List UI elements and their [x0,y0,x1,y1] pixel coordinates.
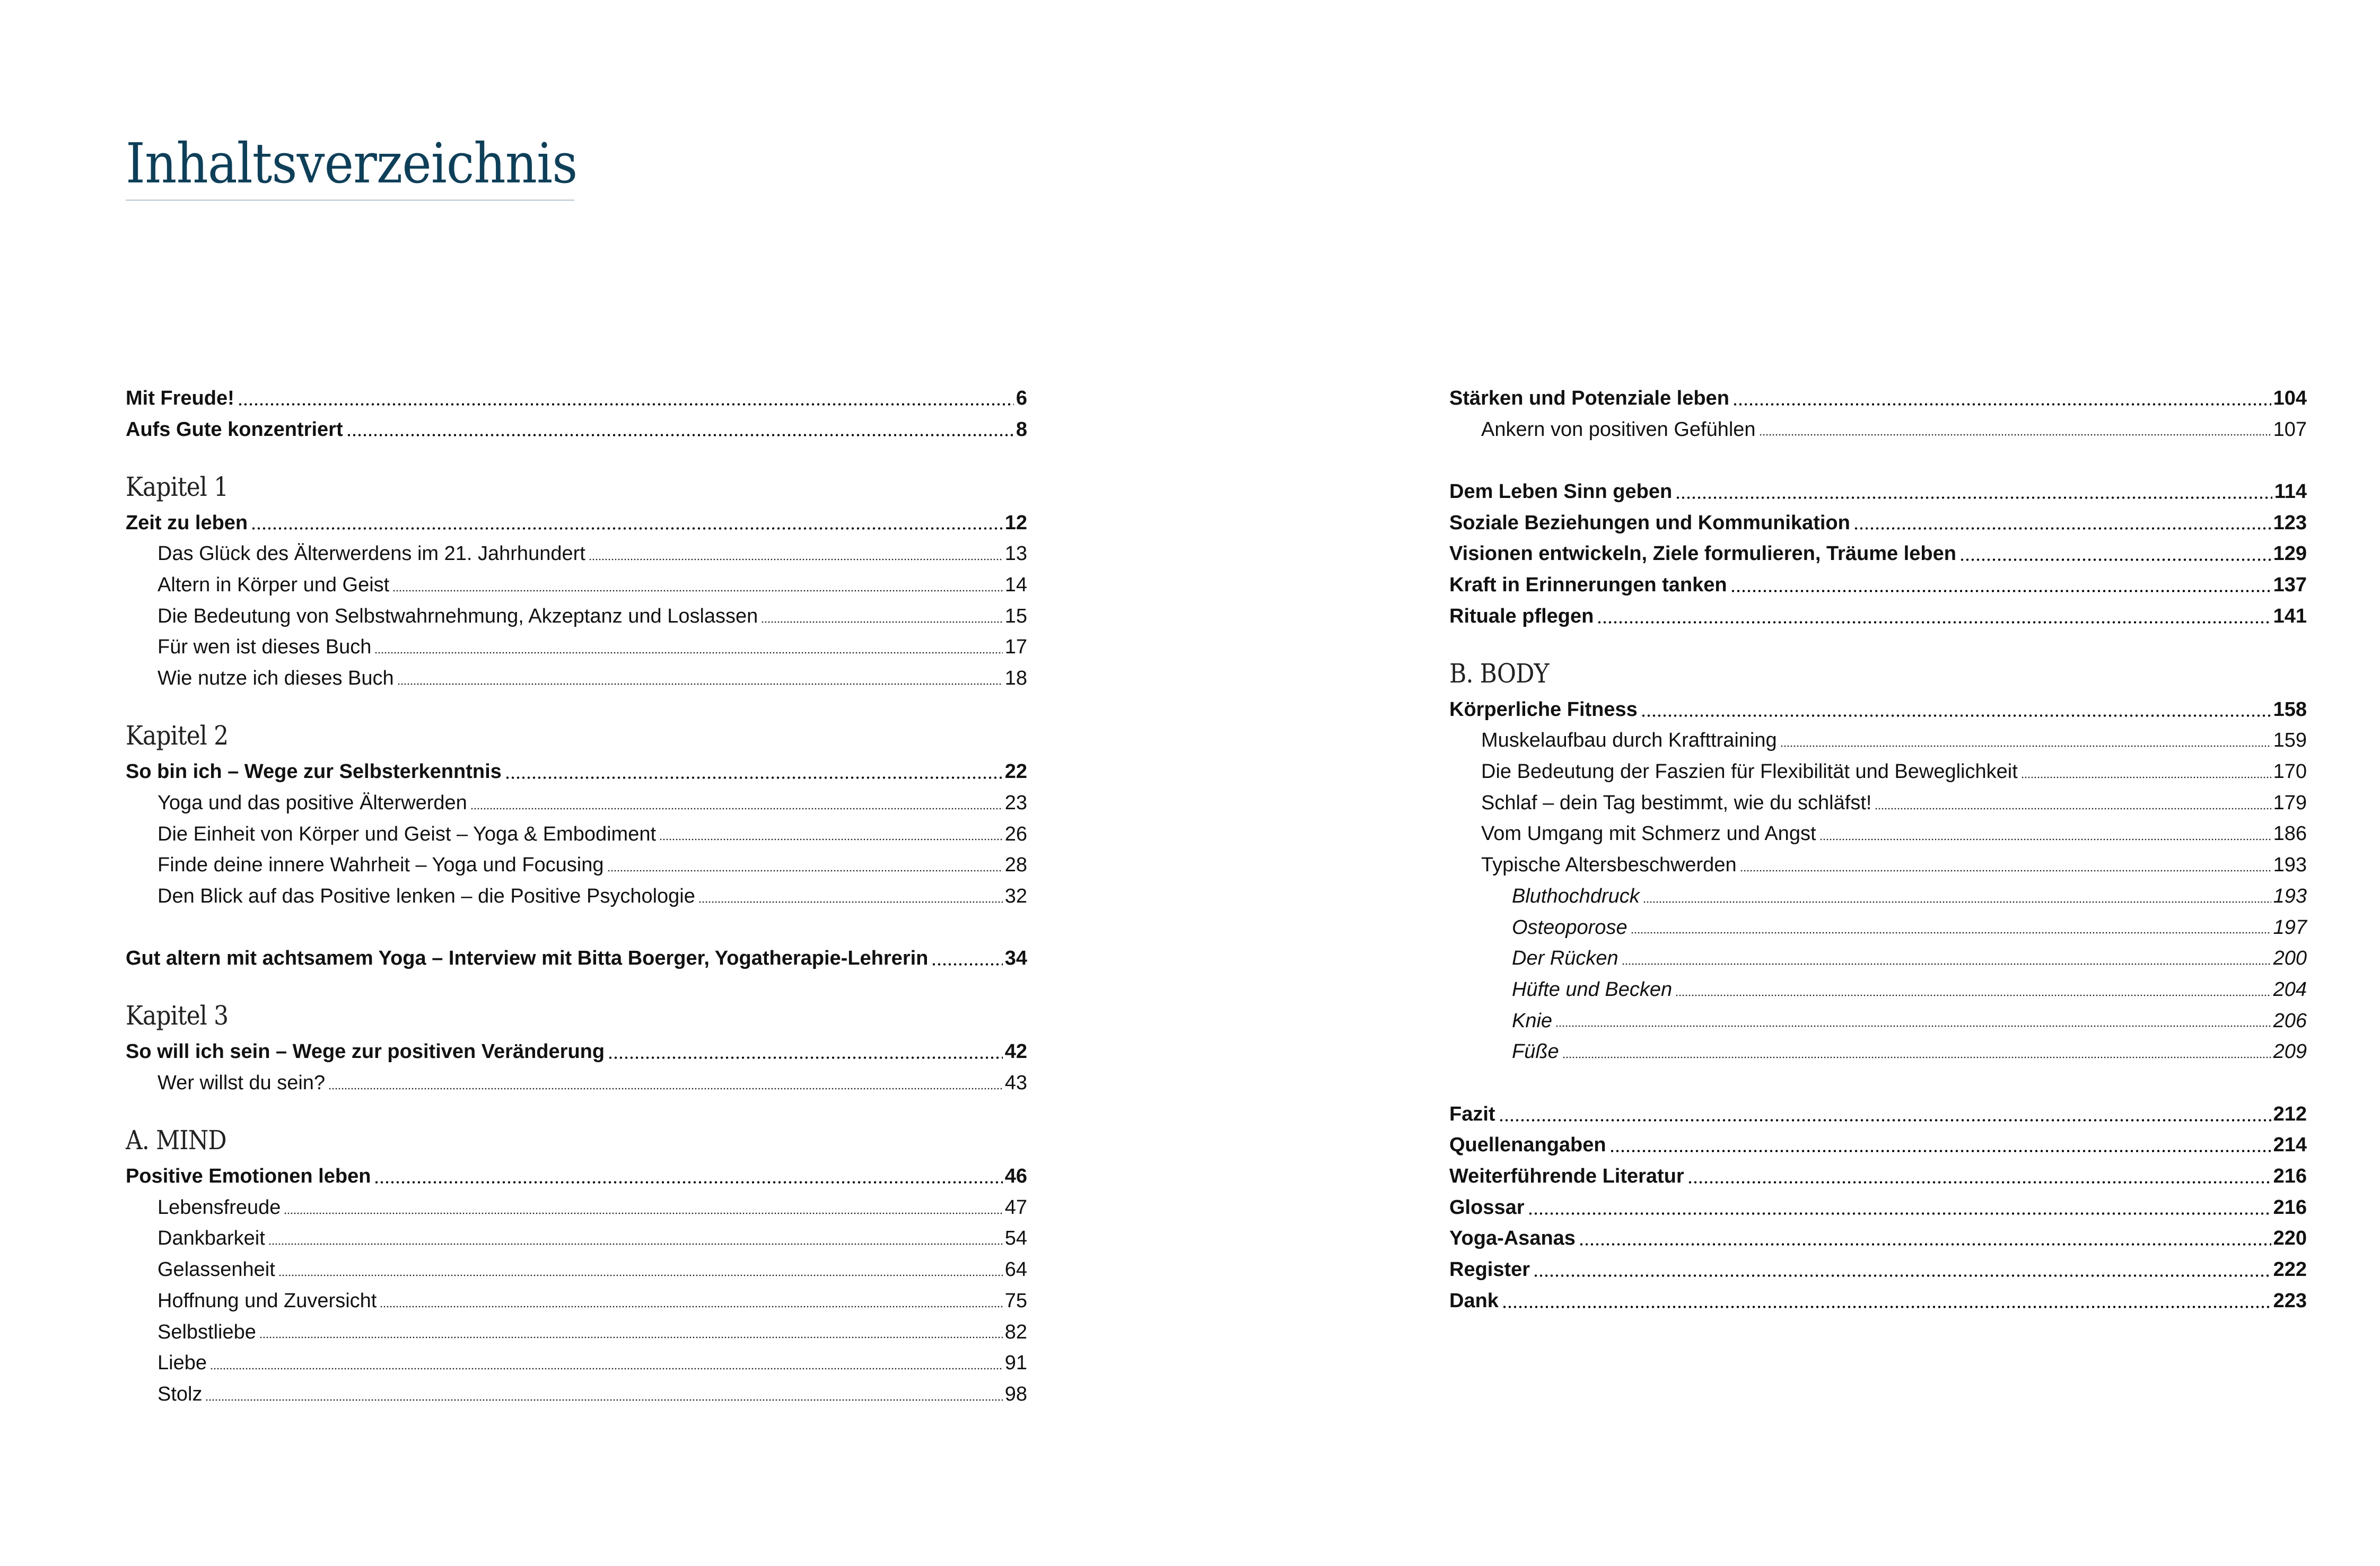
toc-subentry[interactable] [1449,850,2307,881]
toc-subentry[interactable] [1449,788,2307,819]
toc-entry-title: Wie nutze ich dieses Buch [158,667,394,690]
toc-entry-title: Positive Emotionen leben [126,1165,371,1188]
toc-entry-title: Weiterführende Literatur [1449,1165,1684,1188]
toc-page-number: 32 [1004,885,1027,907]
dot-leader [607,870,1003,872]
toc-page-number: 15 [1004,605,1027,627]
toc-entry-title: So will ich sein – Wege zur positiven Veränderung [126,1040,605,1063]
toc-subentry[interactable] [1449,414,2307,445]
toc-entry[interactable] [1449,538,2307,570]
toc-page-number: 200 [2273,947,2307,970]
toc-page-number: 209 [2273,1040,2307,1063]
toc-subentry[interactable] [126,1317,1027,1348]
dot-leader [589,558,1003,561]
toc-entry-title: Aufs Gute konzentriert [126,418,343,441]
toc-entry-title: Fazit [1449,1103,1495,1125]
toc-subentry[interactable] [126,1348,1027,1379]
toc-subsubentry[interactable] [1449,1005,2307,1037]
dot-leader [205,1399,1002,1401]
toc-subsubentry[interactable] [1449,881,2307,912]
toc-subsubentry[interactable] [1449,912,2307,943]
section-heading-label: Kapitel 1 [126,471,229,502]
toc-page-number: 170 [2273,760,2307,783]
toc-entry[interactable] [1449,1285,2307,1317]
toc-entry[interactable] [1449,508,2307,539]
toc-page-number: 212 [2273,1103,2307,1125]
dot-leader [761,621,1002,623]
toc-entry-title: Lebensfreude [158,1196,281,1219]
toc-spacer [126,912,1027,943]
toc-entry-title: Stolz [158,1383,203,1405]
toc-subentry[interactable] [126,1223,1027,1255]
dot-leader [1959,558,2271,561]
toc-entry-title: So bin ich – Wege zur Selbsterkenntnis [126,760,502,783]
toc-page-number: 14 [1004,573,1027,596]
toc-entry-title: Schlaf – dein Tag bestimmt, wie du schläfst! [1481,791,1872,814]
toc-entry-title: Osteoporose [1512,916,1628,939]
toc-subentry[interactable] [126,1254,1027,1285]
toc-entry[interactable] [1449,476,2307,508]
toc-entry-title: Hüfte und Becken [1512,978,1673,1001]
toc-entry[interactable] [1449,1254,2307,1285]
toc-page-number: 114 [2274,480,2307,503]
toc-page-number: 220 [2273,1227,2307,1250]
dot-leader [1740,870,2271,872]
toc-page-number: 206 [2273,1009,2307,1032]
dot-leader [608,1056,1003,1059]
toc-entry-title: Wer willst du sein? [158,1072,326,1095]
toc-entry-title: Den Blick auf das Positive lenken – die Positive Psychologie [158,885,695,907]
toc-entry-title: Die Bedeutung der Faszien für Flexibilität und Beweglichkeit [1481,760,2018,783]
toc-subentry[interactable] [126,1285,1027,1317]
toc-entry[interactable] [126,1036,1027,1068]
toc-page-number: 34 [1004,947,1027,970]
toc-entry-title: Selbstliebe [158,1320,256,1343]
toc-spacer [1449,1068,2307,1099]
dot-leader [1528,1212,2271,1215]
toc-entry-title: Typische Altersbeschwerden [1481,854,1737,877]
toc-page-number: 193 [2273,854,2307,877]
dot-leader [931,963,1002,966]
toc-subentry[interactable] [126,881,1027,912]
page-title: Inhaltsverzeichnis [126,131,578,196]
dot-leader [1759,434,2271,436]
dot-leader [238,403,1014,406]
toc-entry-title: Quellenangaben [1449,1134,1606,1157]
toc-page-number: 75 [1004,1289,1027,1312]
toc-entry-title: Zeit zu leben [126,511,248,534]
section-heading-label: Kapitel 3 [126,1000,229,1031]
dot-leader [1562,1056,2271,1058]
dot-leader [1579,1243,2271,1246]
toc-page-number: 42 [1004,1040,1027,1063]
toc-entry-title: Mit Freude! [126,387,234,409]
title-underline [126,199,574,201]
toc-entry-title: Knie [1512,1009,1553,1032]
dot-leader [1643,901,2271,903]
dot-leader [1687,1181,2271,1184]
toc-page-number: 159 [2273,729,2307,752]
toc-entry-title: Der Rücken [1512,947,1618,970]
toc-page-number: 129 [2273,543,2307,565]
toc-entry[interactable] [1449,383,2307,414]
dot-leader [374,1181,1002,1184]
toc-page-number: 222 [2273,1258,2307,1281]
toc-entry-title: Das Glück des Älterwerdens im 21. Jahrhundert [158,543,585,565]
toc-entry-title: Dem Leben Sinn geben [1449,480,1673,503]
dot-leader [380,1306,1002,1308]
toc-page-number: 26 [1004,823,1027,845]
toc-subsubentry[interactable] [1449,943,2307,974]
toc-section-heading [126,694,1027,756]
toc-entry-title: Die Bedeutung von Selbstwahrnehmung, Akzeptanz und Loslassen [158,605,758,627]
toc-page-number: 193 [2273,885,2307,907]
toc-subentry[interactable] [126,788,1027,819]
toc-entry-title: Visionen entwickeln, Ziele formulieren, Träume leben [1449,543,1956,565]
toc-subentry[interactable] [126,601,1027,632]
toc-page-number: 179 [2273,791,2307,814]
toc-entry[interactable] [126,508,1027,539]
toc-entry-title: Gut altern mit achtsamem Yoga – Interview mit Bitta Boerger, Yogatherapie-Lehrerin [126,947,929,970]
toc-entry-title: Stärken und Potenziale leben [1449,387,1729,409]
toc-entry-title: Finde deine innere Wahrheit – Yoga und Focusing [158,854,604,877]
toc-entry-title: Soziale Beziehungen und Kommunikation [1449,511,1850,534]
toc-page-number: 216 [2273,1196,2307,1219]
toc-subentry[interactable] [126,538,1027,570]
toc-entry[interactable] [126,1161,1027,1192]
toc-entry[interactable] [126,383,1027,414]
toc-page-number: 47 [1004,1196,1027,1219]
toc-page-number: 23 [1004,791,1027,814]
toc-entry[interactable] [126,756,1027,788]
dot-leader [1732,403,2271,406]
toc-entry-title: Register [1449,1258,1530,1281]
toc-entry[interactable] [1449,570,2307,601]
toc-page-number: 223 [2273,1289,2307,1312]
dot-leader [1853,527,2271,530]
toc-subentry[interactable] [126,1192,1027,1223]
dot-leader [374,652,1002,654]
toc-subsubentry[interactable] [1449,974,2307,1005]
toc-page-number: 46 [1004,1165,1027,1188]
toc-page-number: 82 [1004,1320,1027,1343]
toc-page-number: 158 [2273,698,2307,721]
toc-entry-title: Bluthochdruck [1512,885,1640,907]
dot-leader [1609,1150,2271,1152]
toc-page-number: 214 [2273,1134,2307,1157]
toc-subentry[interactable] [126,632,1027,663]
toc-subentry[interactable] [1449,819,2307,850]
toc-section-heading [1449,632,2307,694]
dot-leader [2021,776,2271,778]
toc-entry-title: Dankbarkeit [158,1227,265,1250]
toc-page-number: 107 [2273,418,2307,441]
toc-entry-title: Rituale pflegen [1449,605,1594,627]
toc-entry[interactable] [1449,1161,2307,1192]
section-heading-label: A. MIND [126,1125,226,1156]
toc-entry-title: Yoga und das positive Älterwerden [158,791,467,814]
toc-page-number: 8 [1016,418,1027,441]
toc-page-number: 216 [2273,1165,2307,1188]
toc-entry-title: Körperliche Fitness [1449,698,1638,721]
dot-leader [1597,621,2271,624]
toc-section-heading [126,1099,1027,1161]
toc-entry[interactable] [1449,1099,2307,1130]
dot-leader [698,901,1003,903]
toc-entry-title: Vom Umgang mit Schmerz und Angst [1481,823,1816,845]
toc-entry-title: Ankern von positiven Gefühlen [1481,418,1756,441]
toc-entry-title: Die Einheit von Körper und Geist – Yoga & Embodiment [158,823,657,845]
dot-leader [1675,994,2271,996]
toc-page-number: 12 [1004,511,1027,534]
toc-page-number: 91 [1004,1352,1027,1375]
toc-page-number: 18 [1004,667,1027,690]
toc-entry[interactable] [1449,1223,2307,1255]
toc-entry-title: Für wen ist dieses Buch [158,636,372,659]
dot-leader [659,838,1003,841]
dot-leader [470,808,1003,810]
toc-entry-title: Altern in Körper und Geist [158,573,390,596]
toc-page-number: 141 [2273,605,2307,627]
dot-leader [1641,714,2271,717]
toc-page-number: 64 [1004,1258,1027,1281]
toc-left-column [126,383,1027,1410]
toc-page-number: 123 [2273,511,2307,534]
toc-subentry[interactable] [1449,756,2307,788]
section-heading-label: B. BODY [1449,658,1549,689]
toc-entry[interactable] [1449,694,2307,725]
toc-page-number: 186 [2273,823,2307,845]
toc-section-heading [126,445,1027,507]
toc-page-number: 13 [1004,543,1027,565]
toc-page-number: 17 [1004,636,1027,659]
toc-entry-title: Gelassenheit [158,1258,275,1281]
toc-entry[interactable] [1449,1130,2307,1161]
dot-leader [1819,838,2271,841]
dot-leader [284,1212,1002,1214]
toc-page-number: 204 [2273,978,2307,1001]
toc-page-number: 104 [2273,387,2307,409]
toc-right-column [1449,383,2307,1317]
dot-leader [1533,1274,2271,1277]
dot-leader [1555,1025,2271,1027]
dot-leader [397,683,1003,685]
toc-subsubentry[interactable] [1449,1036,2307,1068]
dot-leader [328,1088,1003,1090]
dot-leader [1502,1306,2271,1308]
toc-page-number: 43 [1004,1072,1027,1095]
dot-leader [505,776,1003,779]
toc-spacer [1449,445,2307,476]
toc-subentry[interactable] [126,663,1027,694]
dot-leader [1622,963,2271,965]
toc-entry-title: Dank [1449,1289,1499,1312]
dot-leader [1875,808,2271,810]
toc-subentry[interactable] [126,850,1027,881]
dot-leader [278,1274,1003,1276]
dot-leader [268,1243,1003,1245]
toc-page-number: 197 [2273,916,2307,939]
toc-page-number: 54 [1004,1227,1027,1250]
toc-subentry[interactable] [126,819,1027,850]
toc-subentry[interactable] [126,1068,1027,1099]
dot-leader [1675,496,2272,499]
toc-entry-title: Glossar [1449,1196,1525,1219]
toc-entry-title: Muskelaufbau durch Krafttraining [1481,729,1777,752]
toc-entry-title: Hoffnung und Zuversicht [158,1289,377,1312]
dot-leader [346,434,1014,436]
toc-page-number: 98 [1004,1383,1027,1405]
toc-subentry[interactable] [1449,725,2307,757]
toc-page-number: 22 [1004,760,1027,783]
toc-section-heading [126,974,1027,1036]
dot-leader [1631,932,2271,934]
toc-page-number: 137 [2273,573,2307,596]
dot-leader [1780,745,2271,747]
toc-entry-title: Füße [1512,1040,1559,1063]
toc-subentry[interactable] [126,570,1027,601]
dot-leader [1499,1119,2271,1122]
dot-leader [259,1336,1003,1338]
toc-entry-title: Kraft in Erinnerungen tanken [1449,573,1727,596]
toc-subentry[interactable] [126,1379,1027,1410]
toc-entry-title: Yoga-Asanas [1449,1227,1576,1250]
toc-entry[interactable] [126,414,1027,445]
toc-entry[interactable] [1449,601,2307,632]
toc-entry[interactable] [1449,1192,2307,1223]
section-heading-label: Kapitel 2 [126,720,229,751]
toc-entry-title: Liebe [158,1352,207,1375]
dot-leader [1730,590,2271,592]
dot-leader [251,527,1003,530]
dot-leader [392,590,1002,592]
dot-leader [210,1368,1003,1370]
toc-page-number: 6 [1016,387,1027,409]
toc-page-number: 28 [1004,854,1027,877]
toc-entry[interactable] [126,943,1027,974]
